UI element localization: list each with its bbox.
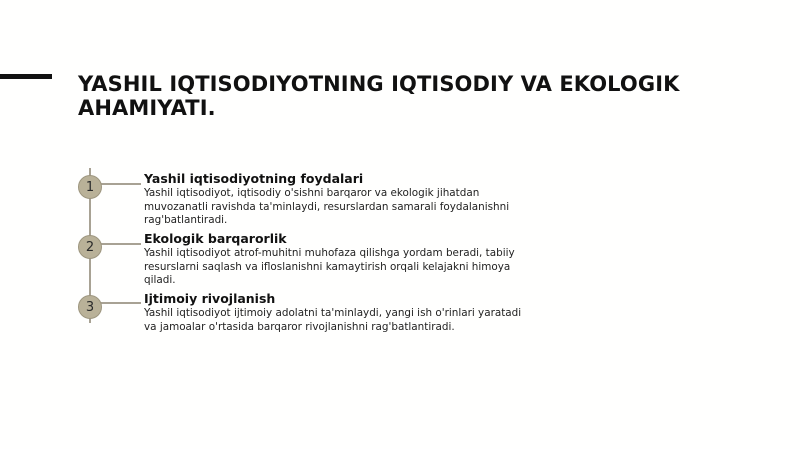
timeline-item-2 <box>144 231 544 288</box>
timeline-item-heading: Yashil iqtisodiyotning foydalari <box>144 171 364 186</box>
timeline-item-text: Yashil iqtisodiyot ijtimoiy adolatni ta'minlaydi, yangi ish o'rinlari yaratadi va jamoalar o'rtasida barqaror rivojlanishni rag'batlantiradi. <box>144 307 522 333</box>
timeline-node-2: 2 <box>78 235 102 259</box>
timeline-node-1: 1 <box>78 175 102 199</box>
timeline-connector-1 <box>101 183 141 185</box>
timeline-connector-3 <box>101 302 141 304</box>
timeline-connector-2 <box>101 243 141 245</box>
slide-title: YASHIL IQTISODIYOTNING IQTISODIY VA EKOLOGIK AHAMIYATI. <box>78 72 680 120</box>
timeline-item-3 <box>144 291 544 334</box>
timeline-item-heading: Ekologik barqarorlik <box>144 231 287 246</box>
timeline-item-text: Yashil iqtisodiyot, iqtisodiy o'sishni barqaror va ekologik jihatdan muvozanatli ravishda ta'minlaydi, resurslardan samarali foydalanishni rag'batlantiradi. <box>144 187 510 226</box>
timeline-item-1 <box>144 171 544 228</box>
timeline-item-heading: Ijtimoiy rivojlanish <box>144 291 276 306</box>
timeline-node-3: 3 <box>78 295 102 319</box>
timeline-item-text: Yashil iqtisodiyot atrof-muhitni muhofaza qilishga yordam beradi, tabiiy resurslarni saqlash va ifloslanishni kamaytirish orqali kelajakni himoya qiladi. <box>144 247 515 286</box>
